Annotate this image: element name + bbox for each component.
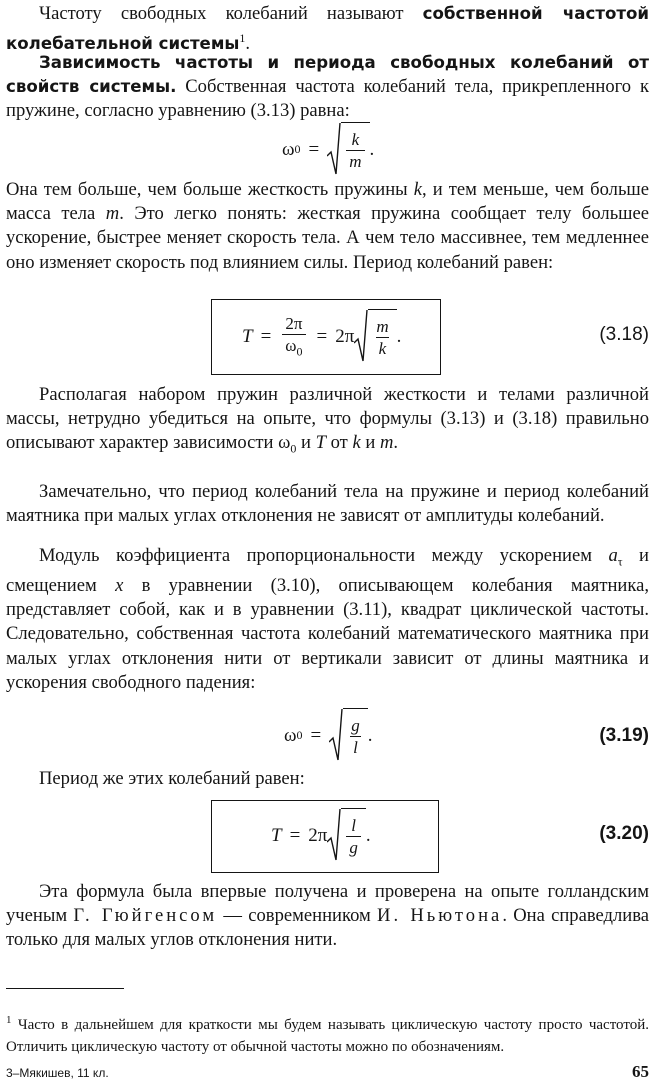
paragraph-period-intro: Период же этих колебаний равен:: [39, 768, 305, 789]
sqrt-sign: $\frac{k}{m}$: [327, 122, 369, 176]
equation-omega-spring: ω 0 = $\frac{k}{m}$ .: [282, 122, 374, 176]
name-newton: И. Ньютона: [377, 905, 503, 927]
footer-signature: 3–Мякишев, 11 кл.: [6, 1066, 109, 1080]
paragraph-amplitude: Замечательно, что период колебаний тела на пружине и период колебаний маятника при малых углах отклонения не зависят от амплитуды колебаний.: [6, 481, 649, 527]
equation-number-3-18: (3.18): [599, 324, 649, 345]
paragraph-natural-frequency: Частоту свободных колебаний называют собственной частотой колебательной системы$^1$.: [6, 3, 649, 55]
equation-3-18: T = $\frac{2\pi}{\omega_0}$ = 2π $\frac{m}{k}$ .: [242, 309, 401, 363]
equation-3-20: T = 2π $\frac{l}{g}$ .: [271, 808, 371, 862]
section-heading-dependence: Зависимость частоты и периода свободных колебаний от свойств системы.: [6, 53, 649, 97]
name-huygens: Г. Гюйгенсом: [73, 905, 218, 927]
paragraph-dependence: Зависимость частоты и периода свободных колебаний от свойств системы. Собственная частота колебаний тела, прикрепленного к пружине, согласно уравнению (3.13) равна:: [6, 53, 650, 122]
paragraph-huygens: Эта формула была впервые получена и проверена на опыте голландским ученым Г. Гюйгенсом — современником И. Ньютона. Она справедлива только для малых углов отклонения нити.: [6, 881, 649, 951]
equation-number-3-19: (3.19): [599, 725, 649, 746]
sqrt-sign: $\frac{g}{l}$: [329, 708, 368, 762]
equation-3-19: ω 0 = $\frac{g}{l}$ .: [284, 708, 372, 762]
equation-number-3-20: (3.20): [599, 823, 649, 844]
sqrt-sign: $\frac{l}{g}$: [327, 808, 366, 862]
page-footer: [6, 1062, 649, 1081]
paragraph-spring-explanation: Она тем больше, чем больше жесткость пружины k, и тем меньше, чем больше масса тела m. Это легко понять: жесткая пружина сообщает телу большее ускорение, быстрее меняет скорость тела. А чем тело массивнее, тем медленнее оно изменяет скорость под влиянием силы. Период колебаний равен:: [6, 179, 649, 273]
footnote-ref: 1: [239, 31, 246, 46]
footnote: $^1$ Часто в дальнейшем для краткости мы будем называть циклическую частоту просто частотой. Отличить циклическую частоту от обычной частоты можно по обозначениям.: [6, 1014, 649, 1055]
paragraph-pendulum: Модуль коэффициента пропорциональности между ускорением $a_\tau$ и смещением x в уравнении (3.10), описывающем колебания маятника, представляет собой, как и в уравнении (3.11), квадрат циклической частоты. Следовательно, собственная частота колебаний математического маятника при малых углах отклонения нити от вертикали зависит от длины маятника и ускорения свободного падения:: [6, 545, 650, 693]
sqrt-sign: $\frac{m}{k}$: [354, 309, 396, 363]
term-natural-frequency: собственной частотой колебательной системы: [6, 4, 649, 54]
footnote-divider: [6, 988, 124, 989]
paragraph-experiment: Располагая набором пружин различной жесткости и телами различной массы, нетрудно убедиться на опыте, что формулы (3.13) и (3.18) правильно описывают характер зависимости $\omega_0$ и T от k и m.: [6, 384, 649, 457]
page-number: 65: [632, 1062, 649, 1081]
